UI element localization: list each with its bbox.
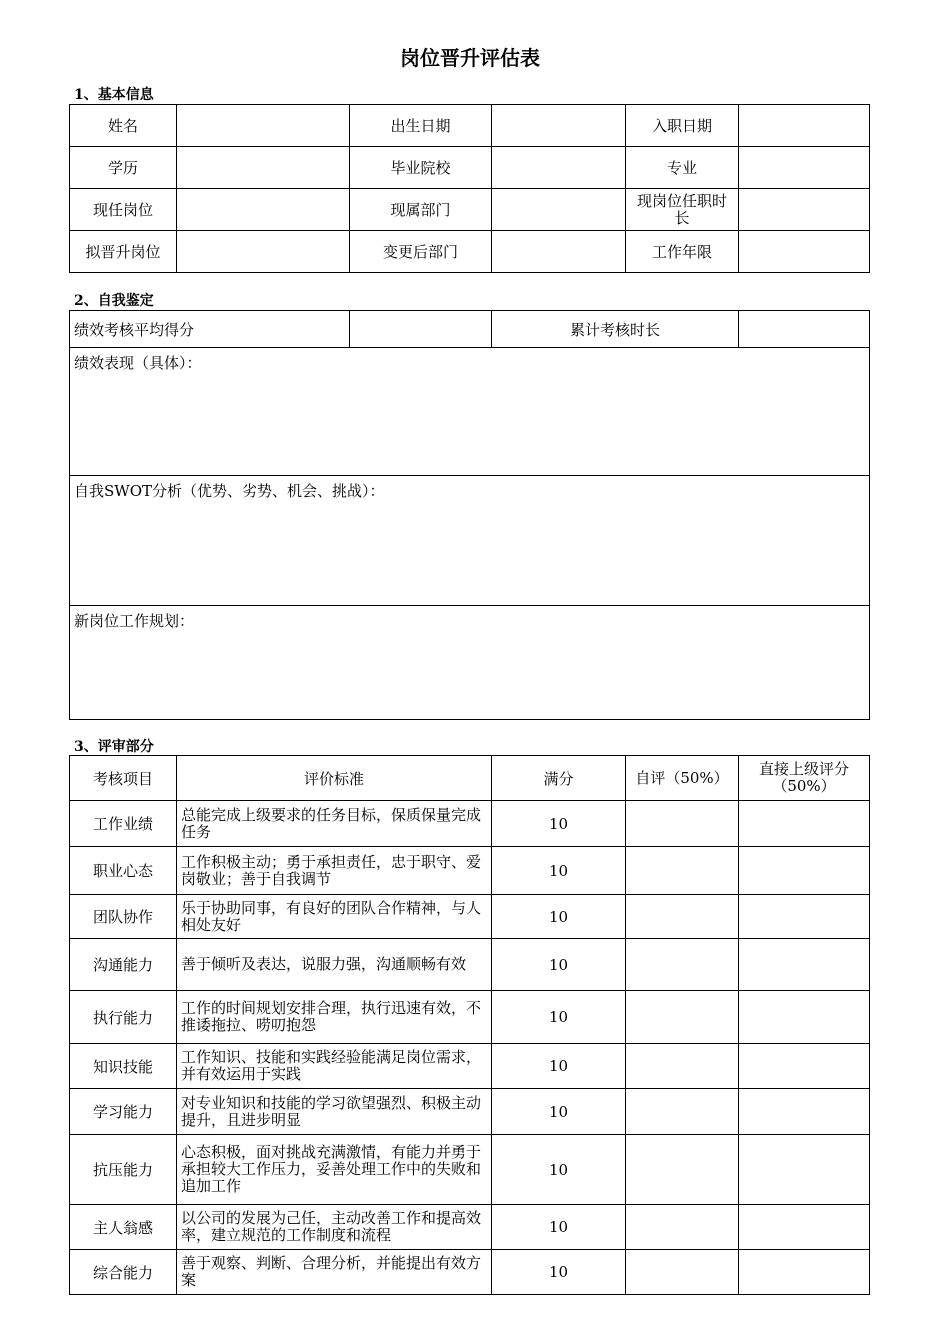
supervisor-score-input-cell[interactable] [739, 939, 870, 991]
review-full-score: 10 [492, 895, 626, 939]
table-header-row [70, 756, 870, 801]
education-input-cell[interactable] [177, 147, 350, 189]
supervisor-score-input-cell[interactable] [739, 1250, 870, 1295]
field-label: 拟晋升岗位 [70, 231, 177, 273]
review-item: 执行能力 [70, 991, 177, 1044]
major-input-cell[interactable] [739, 147, 870, 189]
review-criteria: 乐于协助同事，有良好的团队合作精神，与人相处友好 [177, 895, 492, 939]
field-label: 姓名 [70, 105, 177, 147]
supervisor-score-input-cell[interactable] [739, 1089, 870, 1135]
review-criteria: 以公司的发展为己任，主动改善工作和提高效率，建立规范的工作制度和流程 [177, 1205, 492, 1250]
current-position-input-cell[interactable] [177, 189, 350, 231]
field-label: 出生日期 [350, 105, 492, 147]
table-row [70, 606, 870, 720]
review-item: 主人翁感 [70, 1205, 177, 1250]
header-full-score: 满分 [492, 756, 626, 801]
self-score-input-cell[interactable] [626, 991, 739, 1044]
review-full-score: 10 [492, 1089, 626, 1135]
new-dept-input-cell[interactable] [492, 231, 626, 273]
table-row [70, 1205, 870, 1250]
review-item: 知识技能 [70, 1044, 177, 1089]
supervisor-score-input-cell[interactable] [739, 1135, 870, 1205]
header-criteria: 评价标准 [177, 756, 492, 801]
review-criteria: 对专业知识和技能的学习欲望强烈、积极主动提升，且进步明显 [177, 1089, 492, 1135]
supervisor-score-input-cell[interactable] [739, 847, 870, 895]
supervisor-score-input-cell[interactable] [739, 1044, 870, 1089]
review-full-score: 10 [492, 1135, 626, 1205]
review-item: 沟通能力 [70, 939, 177, 991]
review-item: 团队协作 [70, 895, 177, 939]
basic-info-table [69, 104, 870, 273]
review-item: 综合能力 [70, 1250, 177, 1295]
table-row [70, 895, 870, 939]
table-row [70, 105, 870, 147]
supervisor-score-input-cell[interactable] [739, 991, 870, 1044]
table-row [70, 189, 870, 231]
field-label: 入职日期 [626, 105, 739, 147]
review-criteria: 工作积极主动；勇于承担责任，忠于职守、爱岗敬业；善于自我调节 [177, 847, 492, 895]
review-criteria: 工作知识、技能和实践经验能满足岗位需求，并有效运用于实践 [177, 1044, 492, 1089]
field-label: 现岗位任职时长 [626, 189, 739, 231]
current-dept-input-cell[interactable] [492, 189, 626, 231]
table-row [70, 231, 870, 273]
review-full-score: 10 [492, 991, 626, 1044]
review-criteria: 心态积极，面对挑战充满激情，有能力并勇于承担较大工作压力，妥善处理工作中的失败和追加工作 [177, 1135, 492, 1205]
table-row [70, 311, 870, 348]
birth-date-input-cell[interactable] [492, 105, 626, 147]
self-score-input-cell[interactable] [626, 939, 739, 991]
self-score-input-cell[interactable] [626, 1205, 739, 1250]
section-self-assessment-heading: 2、自我鉴定 [74, 293, 154, 309]
review-criteria: 工作的时间规划安排合理，执行迅速有效，不推诿拖拉、唠叨抱怨 [177, 991, 492, 1044]
field-label: 现任岗位 [70, 189, 177, 231]
table-row [70, 847, 870, 895]
field-label: 学历 [70, 147, 177, 189]
header-self-score: 自评（50%） [626, 756, 739, 801]
target-position-input-cell[interactable] [177, 231, 350, 273]
performance-textarea[interactable]: 绩效表现（具体）： [70, 348, 870, 476]
self-score-input-cell[interactable] [626, 1089, 739, 1135]
table-row [70, 1089, 870, 1135]
header-supervisor-score: 直接上级评分（50%） [739, 756, 870, 801]
work-years-input-cell[interactable] [739, 231, 870, 273]
self-assessment-table [69, 310, 870, 720]
table-row [70, 801, 870, 847]
self-score-input-cell[interactable] [626, 1044, 739, 1089]
field-label: 毕业院校 [350, 147, 492, 189]
duration-input-cell[interactable] [739, 311, 870, 348]
header-item: 考核项目 [70, 756, 177, 801]
review-item: 抗压能力 [70, 1135, 177, 1205]
hire-date-input-cell[interactable] [739, 105, 870, 147]
review-full-score: 10 [492, 939, 626, 991]
supervisor-score-input-cell[interactable] [739, 801, 870, 847]
review-item: 职业心态 [70, 847, 177, 895]
field-label: 现属部门 [350, 189, 492, 231]
field-label: 变更后部门 [350, 231, 492, 273]
table-row [70, 939, 870, 991]
review-full-score: 10 [492, 1044, 626, 1089]
review-criteria: 善于倾听及表达，说服力强，沟通顺畅有效 [177, 939, 492, 991]
table-row [70, 1250, 870, 1295]
tenure-input-cell[interactable] [739, 189, 870, 231]
avg-score-input-cell[interactable] [350, 311, 492, 348]
self-score-input-cell[interactable] [626, 801, 739, 847]
school-input-cell[interactable] [492, 147, 626, 189]
name-input-cell[interactable] [177, 105, 350, 147]
review-criteria: 善于观察、判断、合理分析，并能提出有效方案 [177, 1250, 492, 1295]
review-item: 学习能力 [70, 1089, 177, 1135]
review-table [69, 755, 870, 1295]
table-row [70, 348, 870, 476]
review-full-score: 10 [492, 1205, 626, 1250]
section-review-heading: 3、评审部分 [74, 739, 154, 755]
review-full-score: 10 [492, 801, 626, 847]
duration-label: 累计考核时长 [492, 311, 739, 348]
self-score-input-cell[interactable] [626, 1250, 739, 1295]
table-row [70, 1044, 870, 1089]
table-row [70, 1135, 870, 1205]
page-title: 岗位晋升评估表 [400, 46, 540, 70]
avg-score-label: 绩效考核平均得分 [70, 311, 350, 348]
self-score-input-cell[interactable] [626, 847, 739, 895]
plan-textarea[interactable]: 新岗位工作规划： [70, 606, 870, 720]
swot-textarea[interactable]: 自我SWOT分析（优势、劣势、机会、挑战）： [70, 476, 870, 606]
table-row [70, 147, 870, 189]
supervisor-score-input-cell[interactable] [739, 1205, 870, 1250]
review-full-score: 10 [492, 847, 626, 895]
self-score-input-cell[interactable] [626, 895, 739, 939]
field-label: 工作年限 [626, 231, 739, 273]
table-row [70, 991, 870, 1044]
review-full-score: 10 [492, 1250, 626, 1295]
review-item: 工作业绩 [70, 801, 177, 847]
supervisor-score-input-cell[interactable] [739, 895, 870, 939]
section-basic-info-heading: 1、基本信息 [74, 87, 154, 103]
review-criteria: 总能完成上级要求的任务目标，保质保量完成任务 [177, 801, 492, 847]
self-score-input-cell[interactable] [626, 1135, 739, 1205]
field-label: 专业 [626, 147, 739, 189]
table-row [70, 476, 870, 606]
